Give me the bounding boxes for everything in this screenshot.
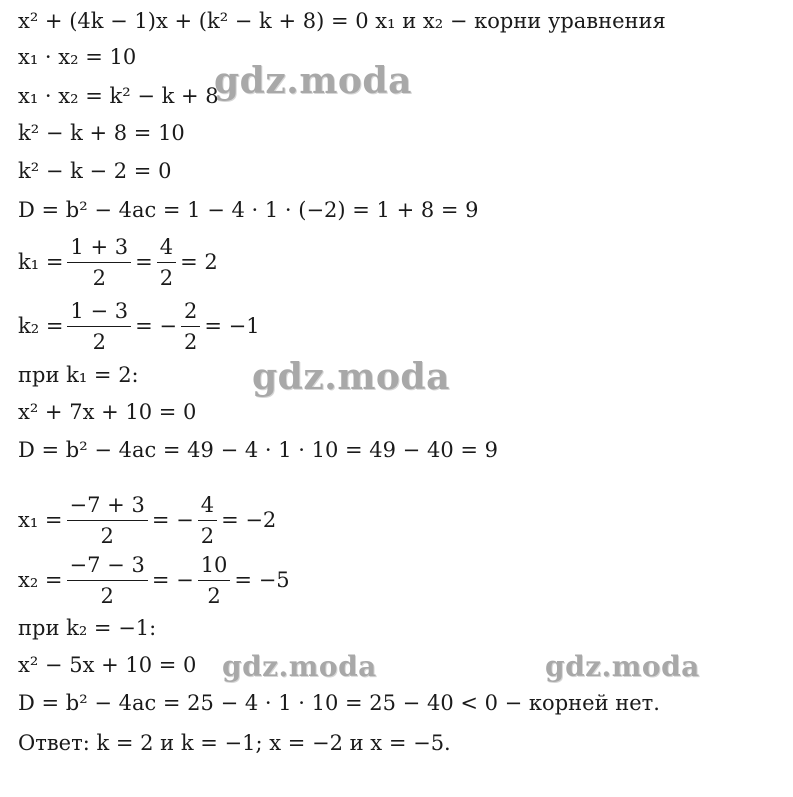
root-x2-lhs: x₂ = [18, 568, 63, 592]
case-k1-label: при k₁ = 2: [18, 363, 139, 387]
fraction-denominator: 2 [200, 523, 215, 548]
case-k2-label: при k₂ = −1: [18, 616, 157, 640]
root-x2-line [18, 550, 290, 610]
watermark-logo: gdz.moda [214, 60, 412, 102]
fraction-denominator: 2 [183, 329, 198, 354]
watermark-logo: gdz.moda [222, 650, 377, 683]
equation-k-2: k² − k − 2 = 0 [18, 159, 172, 183]
equation-case-1: x² + 7x + 10 = 0 [18, 400, 197, 424]
root-x1-end: = −2 [221, 508, 277, 532]
watermark-logo: gdz.moda [545, 650, 700, 683]
root-x1-fraction-1 [67, 492, 148, 549]
fraction-numerator: 1 − 3 [67, 298, 131, 327]
root-k2-mid: = − [135, 314, 177, 338]
discriminant-case-1: D = b² − 4ac = 49 − 4 · 1 · 10 = 49 − 40 = 9 [18, 438, 498, 462]
root-x2-fraction-1 [67, 552, 148, 609]
fraction-denominator: 2 [92, 329, 106, 354]
root-k2-fraction-1 [67, 298, 131, 355]
fraction-denominator: 2 [159, 265, 174, 290]
root-x1-fraction-2 [198, 492, 217, 549]
fraction-numerator: 4 [157, 234, 176, 263]
root-k1-lhs: k₁ = [18, 250, 64, 274]
fraction-denominator: 2 [100, 523, 114, 548]
discriminant-k: D = b² − 4ac = 1 − 4 · 1 · (−2) = 1 + 8 = 9 [18, 198, 479, 222]
root-k2-fraction-2 [181, 298, 200, 355]
root-k1-fraction-1 [67, 234, 131, 291]
equation-k-1: k² − k + 8 = 10 [18, 121, 185, 145]
equation-case-2: x² − 5x + 10 = 0 [18, 653, 197, 677]
watermark-logo: gdz.moda [252, 356, 450, 398]
fraction-numerator: 1 + 3 [67, 234, 131, 263]
answer-line: Ответ: k = 2 и k = −1; x = −2 и x = −5. [18, 731, 451, 755]
root-k2-line [18, 296, 260, 356]
fraction-numerator: 4 [198, 492, 217, 521]
root-k2-lhs: k₂ = [18, 314, 64, 338]
root-k2-end: = −1 [204, 314, 260, 338]
root-k1-fraction-2 [157, 234, 176, 291]
fraction-denominator: 2 [100, 583, 114, 608]
fraction-denominator: 2 [207, 583, 221, 608]
fraction-numerator: 2 [181, 298, 200, 327]
vieta-line: x₁ · x₂ = k² − k + 8 [18, 84, 219, 108]
product-line: x₁ · x₂ = 10 [18, 45, 137, 69]
fraction-numerator: −7 − 3 [67, 552, 148, 581]
root-x2-end: = −5 [234, 568, 290, 592]
discriminant-case-2: D = b² − 4ac = 25 − 4 · 1 · 10 = 25 − 40 < 0 − корней нет. [18, 691, 660, 715]
root-x1-mid: = − [151, 508, 194, 532]
root-k1-end: = 2 [180, 250, 218, 274]
equation-line-1: x² + (4k − 1)x + (k² − k + 8) = 0 x₁ и x₂ − корни уравнения [18, 9, 666, 33]
root-k1-mid: = [135, 250, 153, 274]
root-x1-line [18, 490, 276, 550]
root-x2-mid: = − [151, 568, 194, 592]
fraction-numerator: −7 + 3 [67, 492, 148, 521]
root-x2-fraction-2 [198, 552, 231, 609]
fraction-denominator: 2 [92, 265, 106, 290]
root-x1-lhs: x₁ = [18, 508, 63, 532]
fraction-numerator: 10 [198, 552, 231, 581]
root-k1-line [18, 232, 218, 292]
